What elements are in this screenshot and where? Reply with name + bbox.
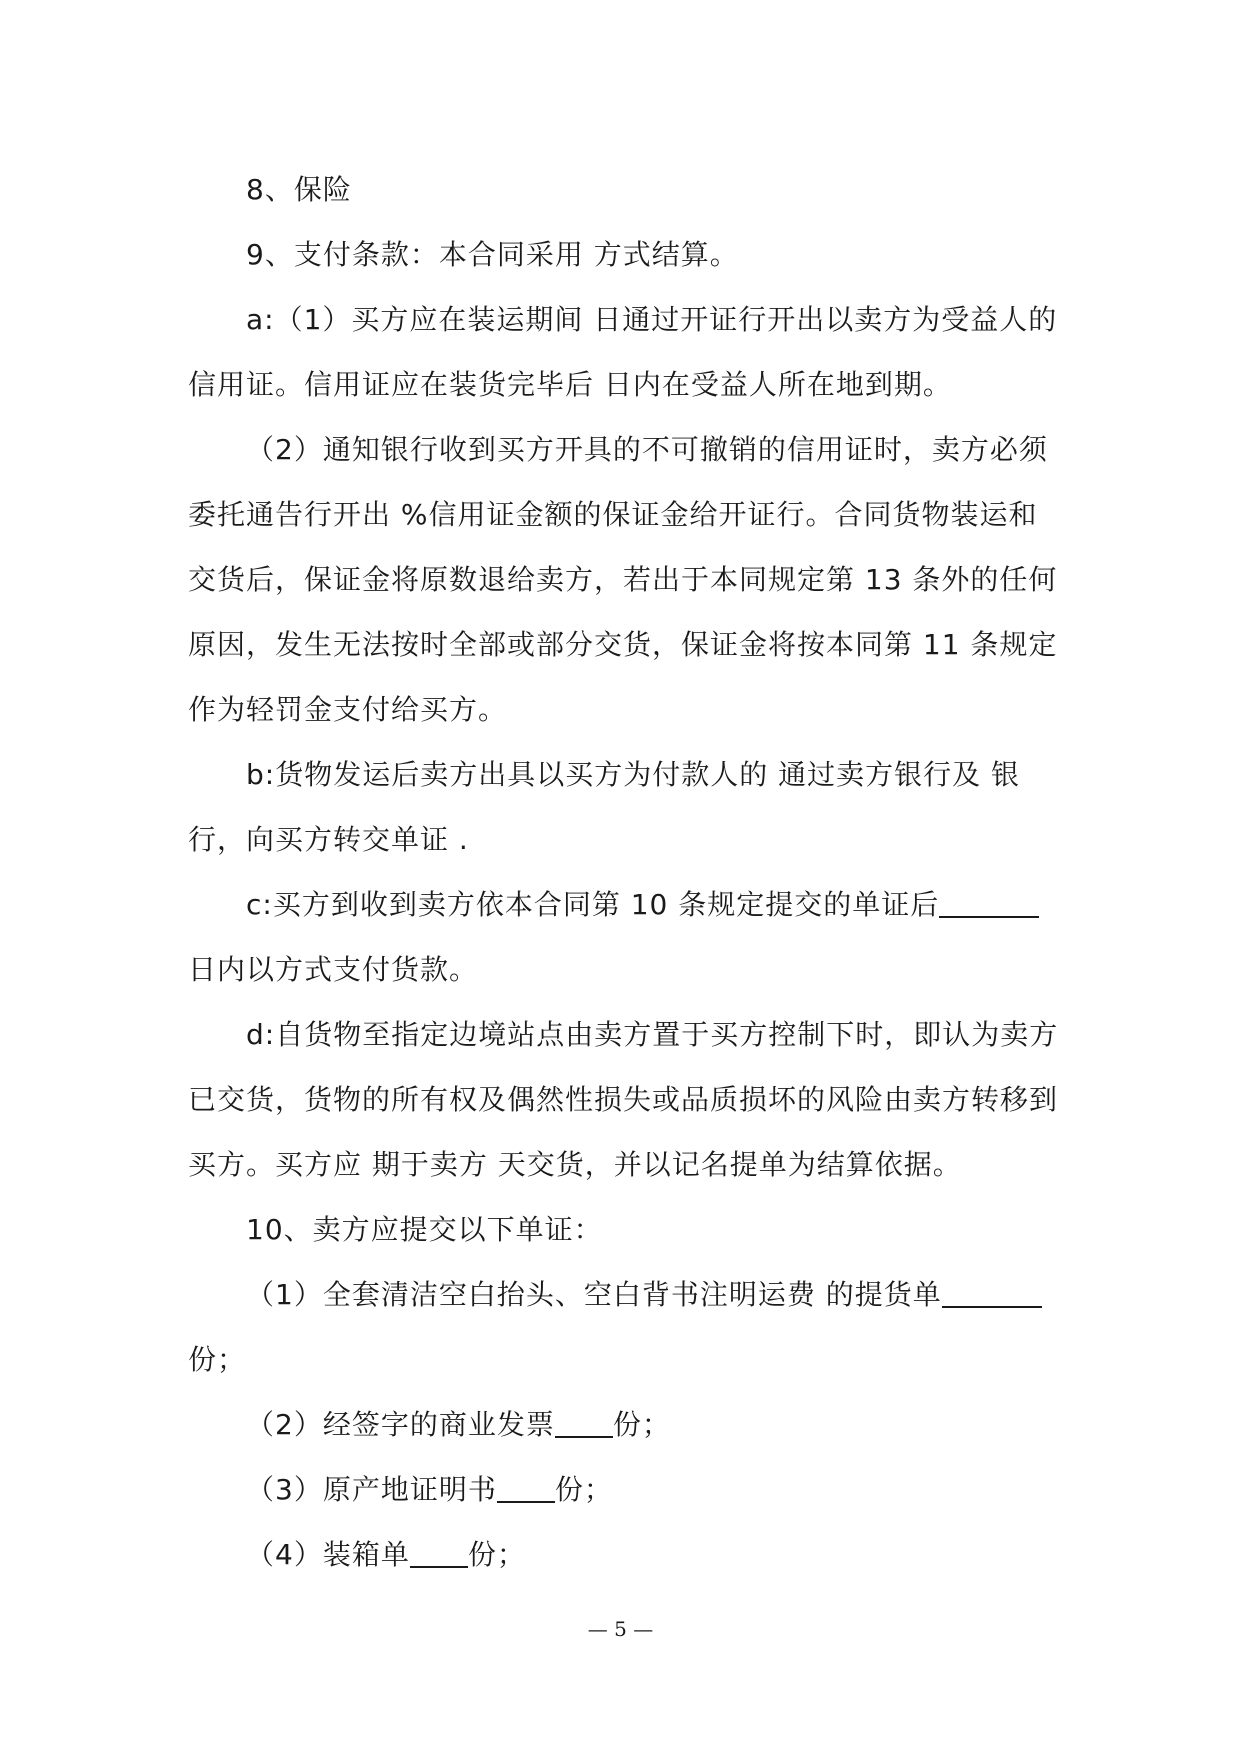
clause-10-documents: 10、卖方应提交以下单证：	[246, 1213, 603, 1246]
fill-in-blank	[497, 1475, 555, 1503]
clause-10-3-text-before: （3）原产地证明书	[246, 1473, 497, 1506]
clause-10-4-text-before: （4）装箱单	[246, 1538, 410, 1571]
clause-9c-text-after: 日内以方式支付货款。	[188, 953, 479, 986]
clause-10-1-text-after: 份；	[188, 1343, 247, 1376]
fill-in-blank	[942, 1280, 1042, 1308]
clause-10-2-text-before: （2）经签字的商业发票	[246, 1408, 555, 1441]
clause-10-2-commercial-invoice	[188, 1392, 1064, 1457]
clause-10-4-text-after: 份；	[467, 1538, 526, 1571]
clause-9d-delivery: d:自货物至指定边境站点由卖方置于买方控制下时，即认为卖方已交货，货物的所有权及偶然性损失或品质损坏的风险由卖方转移到买方。买方应 期于卖方 天交货，并以记名提单为结算依据。	[188, 1018, 1059, 1181]
clause-9-payment-terms: 9、支付条款：本合同采用 方式结算。	[246, 238, 739, 271]
clause-10-2-text-after: 份；	[612, 1408, 671, 1441]
clause-9a-2-deposit: （2）通知银行收到买方开具的不可撤销的信用证时，卖方必须委托通告行开出 %信用证金额的保证金给开证行。合同货物装运和交货后，保证金将原数退给卖方，若出于本同规定第 13 条外的任何原因，发生无法按时全部或部分交货，保证金将按本同第 11 条规定作为轻罚金支付给买方。	[188, 433, 1058, 726]
fill-in-blank	[410, 1540, 468, 1568]
clause-9c-payment-days	[188, 872, 1064, 1002]
clause-10-1-bill-of-lading	[188, 1262, 1064, 1392]
clause-10-3-certificate-of-origin	[188, 1457, 1064, 1522]
clause-9a-1-letter-of-credit: a:（1）买方应在装运期间 日通过开证行开出以卖方为受益人的信用证。信用证应在装货完毕后 日内在受益人所在地到期。	[188, 303, 1058, 401]
clause-10-3-text-after: 份；	[554, 1473, 613, 1506]
clause-10-1-text-before: （1）全套清洁空白抬头、空白背书注明运费 的提货单	[246, 1278, 942, 1311]
clause-8-insurance: 8、保险	[246, 173, 352, 206]
fill-in-blank	[939, 890, 1039, 918]
clause-10-4-packing-list	[188, 1522, 1064, 1587]
clause-9b-documents-transfer: b:货物发运后卖方出具以买方为付款人的 通过卖方银行及 银行，向买方转交单证 .	[188, 758, 1021, 856]
document-body	[188, 157, 1064, 1587]
fill-in-blank	[555, 1410, 613, 1438]
page-number: — 5 —	[587, 1617, 654, 1641]
clause-9c-text-before: c:买方到收到卖方依本合同第 10 条规定提交的单证后	[246, 888, 940, 921]
